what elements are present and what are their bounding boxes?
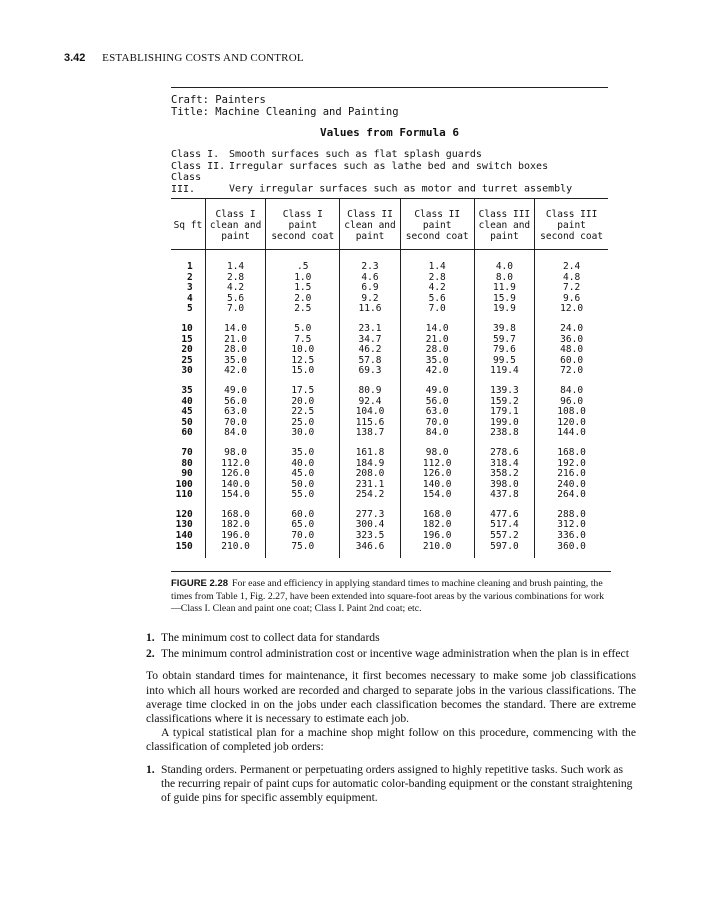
value-cell: 23.1	[340, 324, 401, 335]
value-cell: 57.8	[340, 356, 401, 367]
page-number: 3.42	[64, 52, 86, 64]
value-cell: 21.0	[205, 335, 266, 346]
value-cell: 140.0	[205, 480, 266, 491]
column-header: Class III clean and paint	[474, 199, 535, 250]
column-header: Sq ft	[171, 199, 205, 250]
value-cell: 120.0	[535, 418, 608, 429]
sqft-cell: 25	[181, 354, 193, 366]
table-row	[171, 386, 608, 397]
sqft-cell: 120	[175, 508, 193, 520]
value-cell: 7.2	[535, 283, 608, 294]
value-cell: .5	[266, 250, 340, 273]
list-item: 1. The minimum cost to collect data for standards	[146, 631, 380, 644]
value-cell: 597.0	[474, 542, 535, 559]
value-cell: 42.0	[400, 366, 474, 377]
sqft-cell: 80	[181, 457, 193, 469]
value-cell: 168.0	[400, 510, 474, 521]
class-definition: Class I. Smooth surfaces such as flat splash guards	[171, 149, 482, 160]
running-title: ESTABLISHING COSTS AND CONTROL	[102, 52, 304, 64]
value-cell: 196.0	[205, 531, 266, 542]
value-cell: 4.6	[340, 273, 401, 284]
value-cell: 119.4	[474, 366, 535, 377]
value-cell: 1.4	[400, 250, 474, 273]
sqft-cell: 50	[181, 416, 193, 428]
caption-label: FIGURE 2.28	[171, 578, 229, 589]
value-cell: 300.4	[340, 520, 401, 531]
figure-meta	[171, 94, 608, 118]
sqft-cell: 4	[187, 292, 193, 304]
value-cell: 360.0	[535, 542, 608, 559]
value-cell: 4.8	[535, 273, 608, 284]
body-text	[146, 631, 636, 805]
value-cell: 70.0	[400, 418, 474, 429]
figure-caption	[171, 571, 611, 616]
value-cell: 346.6	[340, 542, 401, 559]
value-cell: 557.2	[474, 531, 535, 542]
sqft-cell: 5	[187, 303, 193, 315]
value-cell: 14.0	[205, 324, 266, 335]
value-cell: 24.0	[535, 324, 608, 335]
value-cell: 318.4	[474, 459, 535, 470]
value-cell: 65.0	[266, 520, 340, 531]
value-cell: 19.9	[474, 304, 535, 315]
value-cell: 4.2	[400, 283, 474, 294]
value-cell: 264.0	[535, 490, 608, 501]
value-cell: 210.0	[400, 542, 474, 559]
value-cell: 182.0	[400, 520, 474, 531]
value-cell: 108.0	[535, 407, 608, 418]
value-cell: 80.9	[340, 386, 401, 397]
value-cell: 35.0	[205, 356, 266, 367]
sqft-cell: 150	[175, 540, 193, 552]
table-header-row	[171, 199, 608, 250]
value-cell: 140.0	[400, 480, 474, 491]
value-cell: 69.3	[340, 366, 401, 377]
value-cell: 115.6	[340, 418, 401, 429]
value-cell: 56.0	[205, 397, 266, 408]
value-cell: 144.0	[535, 428, 608, 439]
value-cell: 138.7	[340, 428, 401, 439]
value-cell: 79.6	[474, 345, 535, 356]
sqft-cell: 110	[175, 489, 193, 501]
sqft-cell: 130	[175, 519, 193, 531]
table-row	[171, 304, 608, 315]
value-cell: 323.5	[340, 531, 401, 542]
value-cell: 14.0	[400, 324, 474, 335]
value-cell: 2.8	[400, 273, 474, 284]
value-cell: 231.1	[340, 480, 401, 491]
value-cell: 21.0	[400, 335, 474, 346]
value-cell: 99.5	[474, 356, 535, 367]
paragraph: A typical statistical plan for a machine shop might follow on this procedure, commencing with the classification of completed job orders:	[146, 726, 636, 754]
value-cell: 182.0	[205, 520, 266, 531]
value-cell: 84.0	[535, 386, 608, 397]
table-row	[171, 250, 608, 273]
sqft-cell: 20	[181, 344, 193, 356]
value-cell: 5.6	[205, 294, 266, 305]
list-item: 1. Standing orders. Permanent or perpetuating orders assigned to highly repetitive tasks. Such work as the recurring repair of paint cups for automatic color-banding equipment or the constant straightening of guide pins for specific assembly equipment.	[146, 762, 633, 805]
value-cell: 9.2	[340, 294, 401, 305]
value-cell: 11.6	[340, 304, 401, 315]
value-cell: 112.0	[205, 459, 266, 470]
value-cell: 25.0	[266, 418, 340, 429]
column-header: Class III paint second coat	[535, 199, 608, 250]
value-cell: 46.2	[340, 345, 401, 356]
list-item: 2. The minimum control administration cost or incentive wage administration when the plan is in effect	[146, 647, 629, 661]
sqft-cell: 1	[187, 261, 193, 272]
value-cell: 72.0	[535, 366, 608, 377]
value-cell: 12.0	[535, 304, 608, 315]
table-row	[171, 428, 608, 439]
figure-table	[171, 87, 608, 558]
value-cell: 7.5	[266, 335, 340, 346]
value-cell: 192.0	[535, 459, 608, 470]
table-row	[171, 490, 608, 501]
value-cell: 196.0	[400, 531, 474, 542]
value-cell: 5.0	[266, 324, 340, 335]
value-cell: 34.7	[340, 335, 401, 346]
value-cell: 12.5	[266, 356, 340, 367]
value-cell: 139.3	[474, 386, 535, 397]
value-cell: 2.0	[266, 294, 340, 305]
value-cell: 59.7	[474, 335, 535, 346]
value-cell: 45.0	[266, 469, 340, 480]
value-cell: 277.3	[340, 510, 401, 521]
value-cell: 35.0	[266, 448, 340, 459]
sqft-cell: 10	[181, 322, 193, 334]
value-cell: 7.0	[205, 304, 266, 315]
value-cell: 98.0	[205, 448, 266, 459]
value-cell: 126.0	[205, 469, 266, 480]
value-cell: 98.0	[400, 448, 474, 459]
value-cell: 199.0	[474, 418, 535, 429]
value-cell: 208.0	[340, 469, 401, 480]
table-row	[171, 366, 608, 377]
value-cell: 2.3	[340, 250, 401, 273]
value-cell: 75.0	[266, 542, 340, 559]
value-cell: 50.0	[266, 480, 340, 491]
value-cell: 63.0	[400, 407, 474, 418]
sqft-cell: 35	[181, 384, 193, 396]
value-cell: 161.8	[340, 448, 401, 459]
value-cell: 1.0	[266, 273, 340, 284]
value-cell: 5.6	[400, 294, 474, 305]
value-cell: 84.0	[205, 428, 266, 439]
value-cell: 126.0	[400, 469, 474, 480]
value-cell: 49.0	[400, 386, 474, 397]
table-row	[171, 542, 608, 559]
value-cell: 42.0	[205, 366, 266, 377]
sqft-cell: 3	[187, 282, 193, 294]
value-cell: 336.0	[535, 531, 608, 542]
value-cell: 60.0	[266, 510, 340, 521]
value-cell: 92.4	[340, 397, 401, 408]
sqft-cell: 30	[181, 365, 193, 377]
value-cell: 104.0	[340, 407, 401, 418]
value-cell: 70.0	[205, 418, 266, 429]
value-cell: 112.0	[400, 459, 474, 470]
value-cell: 2.4	[535, 250, 608, 273]
sqft-cell: 45	[181, 406, 193, 418]
value-cell: 159.2	[474, 397, 535, 408]
running-header	[64, 52, 304, 64]
column-header: Class II clean and paint	[340, 199, 401, 250]
value-cell: 17.5	[266, 386, 340, 397]
sqft-cell: 90	[181, 468, 193, 480]
value-cell: 4.0	[474, 250, 535, 273]
value-cell: 288.0	[535, 510, 608, 521]
value-cell: 22.5	[266, 407, 340, 418]
column-header: Class I clean and paint	[205, 199, 266, 250]
value-cell: 28.0	[205, 345, 266, 356]
value-cell: 40.0	[266, 459, 340, 470]
value-cell: 15.9	[474, 294, 535, 305]
value-cell: 154.0	[205, 490, 266, 501]
value-cell: 179.1	[474, 407, 535, 418]
value-cell: 358.2	[474, 469, 535, 480]
value-cell: 240.0	[535, 480, 608, 491]
value-cell: 437.8	[474, 490, 535, 501]
value-cell: 8.0	[474, 273, 535, 284]
value-cell: 6.9	[340, 283, 401, 294]
sqft-cell: 100	[175, 478, 193, 490]
table-row	[171, 448, 608, 459]
craft-label: Craft: Painters	[171, 94, 266, 106]
value-cell: 154.0	[400, 490, 474, 501]
value-cell: 254.2	[340, 490, 401, 501]
value-cell: 210.0	[205, 542, 266, 559]
value-cell: 398.0	[474, 480, 535, 491]
sqft-cell: 15	[181, 333, 193, 345]
value-cell: 7.0	[400, 304, 474, 315]
value-cell: 216.0	[535, 469, 608, 480]
class-definitions	[171, 149, 608, 195]
title-label: Title: Machine Cleaning and Painting	[171, 106, 399, 118]
value-cell: 4.2	[205, 283, 266, 294]
value-cell: 11.9	[474, 283, 535, 294]
value-cell: 49.0	[205, 386, 266, 397]
value-cell: 477.6	[474, 510, 535, 521]
sqft-cell: 140	[175, 530, 193, 542]
column-header: Class II paint second coat	[400, 199, 474, 250]
sqft-cell: 40	[181, 395, 193, 407]
class-definition: Class II. Irregular surfaces such as lathe bed and switch boxes	[171, 160, 549, 172]
value-cell: 168.0	[205, 510, 266, 521]
sqft-cell: 60	[181, 427, 193, 439]
value-cell: 56.0	[400, 397, 474, 408]
value-cell: 48.0	[535, 345, 608, 356]
value-cell: 238.8	[474, 428, 535, 439]
value-cell: 168.0	[535, 448, 608, 459]
value-cell: 96.0	[535, 397, 608, 408]
value-cell: 28.0	[400, 345, 474, 356]
value-cell: 15.0	[266, 366, 340, 377]
value-cell: 9.6	[535, 294, 608, 305]
figure-top-rule	[171, 87, 608, 88]
value-cell: 1.5	[266, 283, 340, 294]
sqft-cell: 2	[187, 271, 193, 283]
value-cell: 2.5	[266, 304, 340, 315]
value-cell: 10.0	[266, 345, 340, 356]
sqft-cell: 70	[181, 446, 193, 458]
value-cell: 517.4	[474, 520, 535, 531]
paragraph: To obtain standard times for maintenance, it first becomes necessary to make some job classifications into which all hours worked are recorded and charged to separate jobs in the various classifications. The average time clocked in on the jobs under each classification becomes the standard. There are extreme classifications where it is necessary to estimate each job.	[146, 669, 636, 726]
value-cell: 278.6	[474, 448, 535, 459]
value-cell: 35.0	[400, 356, 474, 367]
value-cell: 55.0	[266, 490, 340, 501]
class-definition: Class III. Very irregular surfaces such as motor and turret assembly	[171, 172, 573, 195]
caption-text: For ease and efficiency in applying standard times to machine cleaning and brush painting, the times from Table 1, Fig. 2.27, have been extended into square-foot areas by the various combinations for work—Class I. Clean and paint one coat; Class I. Paint 2nd coat; etc.	[171, 578, 605, 614]
value-cell: 1.4	[205, 250, 266, 273]
value-cell: 184.9	[340, 459, 401, 470]
values-table	[171, 199, 608, 558]
value-cell: 63.0	[205, 407, 266, 418]
value-cell: 60.0	[535, 356, 608, 367]
values-title: Values from Formula 6	[319, 126, 460, 139]
value-cell: 39.8	[474, 324, 535, 335]
value-cell: 36.0	[535, 335, 608, 346]
value-cell: 30.0	[266, 428, 340, 439]
value-cell: 2.8	[205, 273, 266, 284]
column-header: Class I paint second coat	[266, 199, 340, 250]
table-row	[171, 324, 608, 335]
value-cell: 70.0	[266, 531, 340, 542]
value-cell: 312.0	[535, 520, 608, 531]
value-cell: 20.0	[266, 397, 340, 408]
value-cell: 84.0	[400, 428, 474, 439]
